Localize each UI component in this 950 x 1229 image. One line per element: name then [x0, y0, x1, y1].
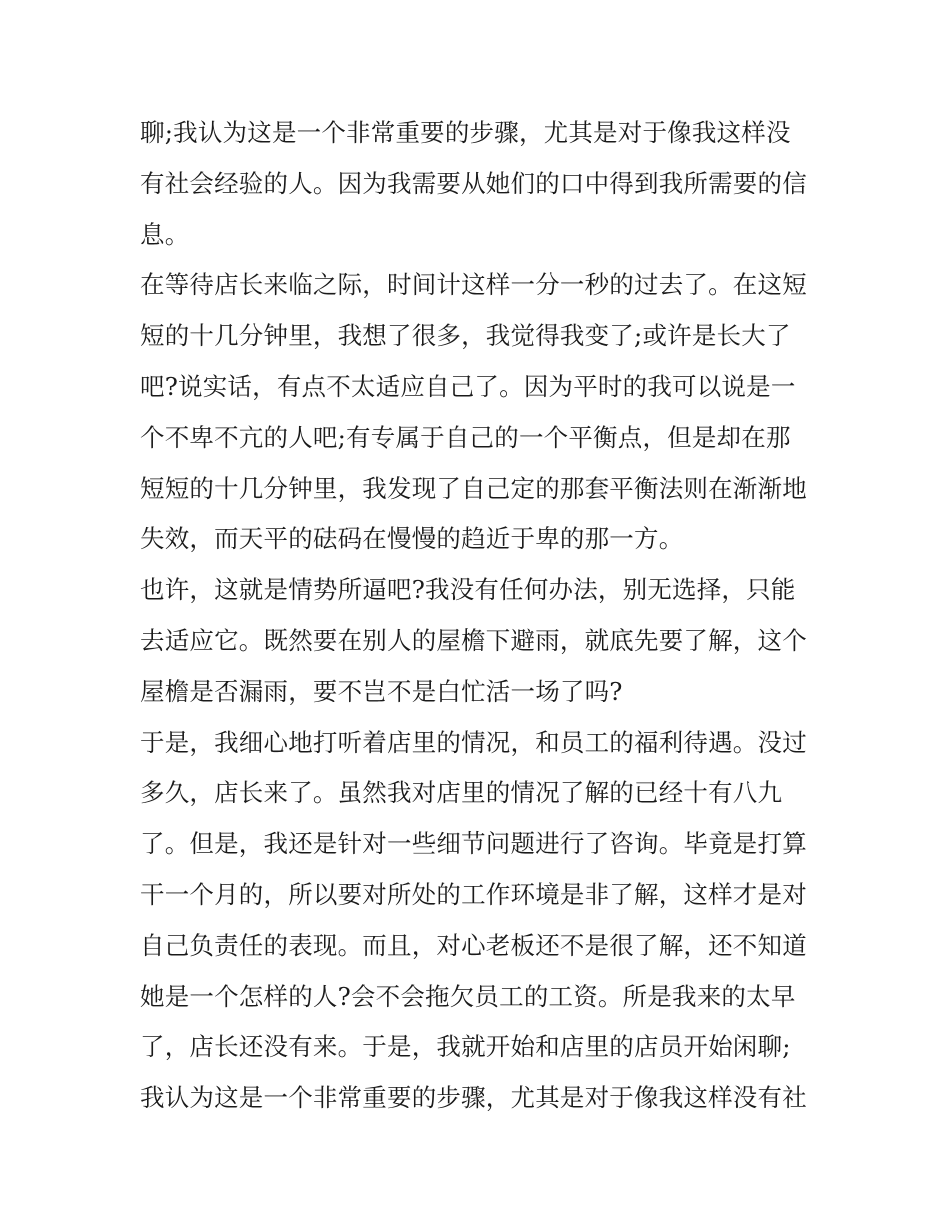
text-line: 短的十几分钟里，我想了很多，我觉得我变了;或许是长大了 [140, 321, 791, 351]
text-line: 她是一个怎样的人?会不会拖欠员工的工资。所是我来的太早 [140, 981, 796, 1011]
document-body [140, 108, 830, 1124]
text-line: 多久，店长来了。虽然我对店里的情况了解的已经十有八九 [140, 778, 783, 808]
text-line: 干一个月的，所以要对所处的工作环境是非了解，这样才是对 [140, 879, 807, 909]
text-line: 去适应它。既然要在别人的屋檐下避雨，就底先要了解，这个 [140, 625, 807, 655]
text-line: 屋檐是否漏雨，要不岂不是白忙活一场了吗? [140, 676, 623, 706]
text-line: 我认为这是一个非常重要的步骤，尤其是对于像我这样没有社 [140, 1083, 807, 1113]
text-line: 吧?说实话，有点不太适应自己了。因为平时的我可以说是一 [140, 371, 796, 401]
text-line: 也许，这就是情势所逼吧?我没有任何办法，别无选择，只能 [140, 575, 796, 605]
text-line: 自己负责任的表现。而且，对心老板还不是很了解，还不知道 [140, 930, 807, 960]
text-line: 在等待店长来临之际，时间计这样一分一秒的过去了。在这短 [140, 270, 807, 300]
text-line: 息。 [140, 219, 190, 249]
text-line: 个不卑不亢的人吧;有专属于自己的一个平衡点，但是却在那 [140, 422, 791, 452]
text-line: 有社会经验的人。因为我需要从她们的口中得到我所需要的信 [140, 168, 807, 198]
text-line: 于是，我细心地打听着店里的情况，和员工的福利待遇。没过 [140, 727, 807, 757]
text-line: 失效，而天平的砝码在慢慢的趋近于卑的那一方。 [140, 524, 684, 554]
text-line: 短短的十几分钟里，我发现了自己定的那套平衡法则在渐渐地 [140, 473, 807, 503]
text-line: 聊;我认为这是一个非常重要的步骤，尤其是对于像我这样没 [140, 118, 791, 147]
text-line: 了，店长还没有来。于是，我就开始和店里的店员开始闲聊; [140, 1032, 791, 1062]
text-line: 了。但是，我还是针对一些细节问题进行了咨询。毕竟是打算 [140, 829, 807, 859]
